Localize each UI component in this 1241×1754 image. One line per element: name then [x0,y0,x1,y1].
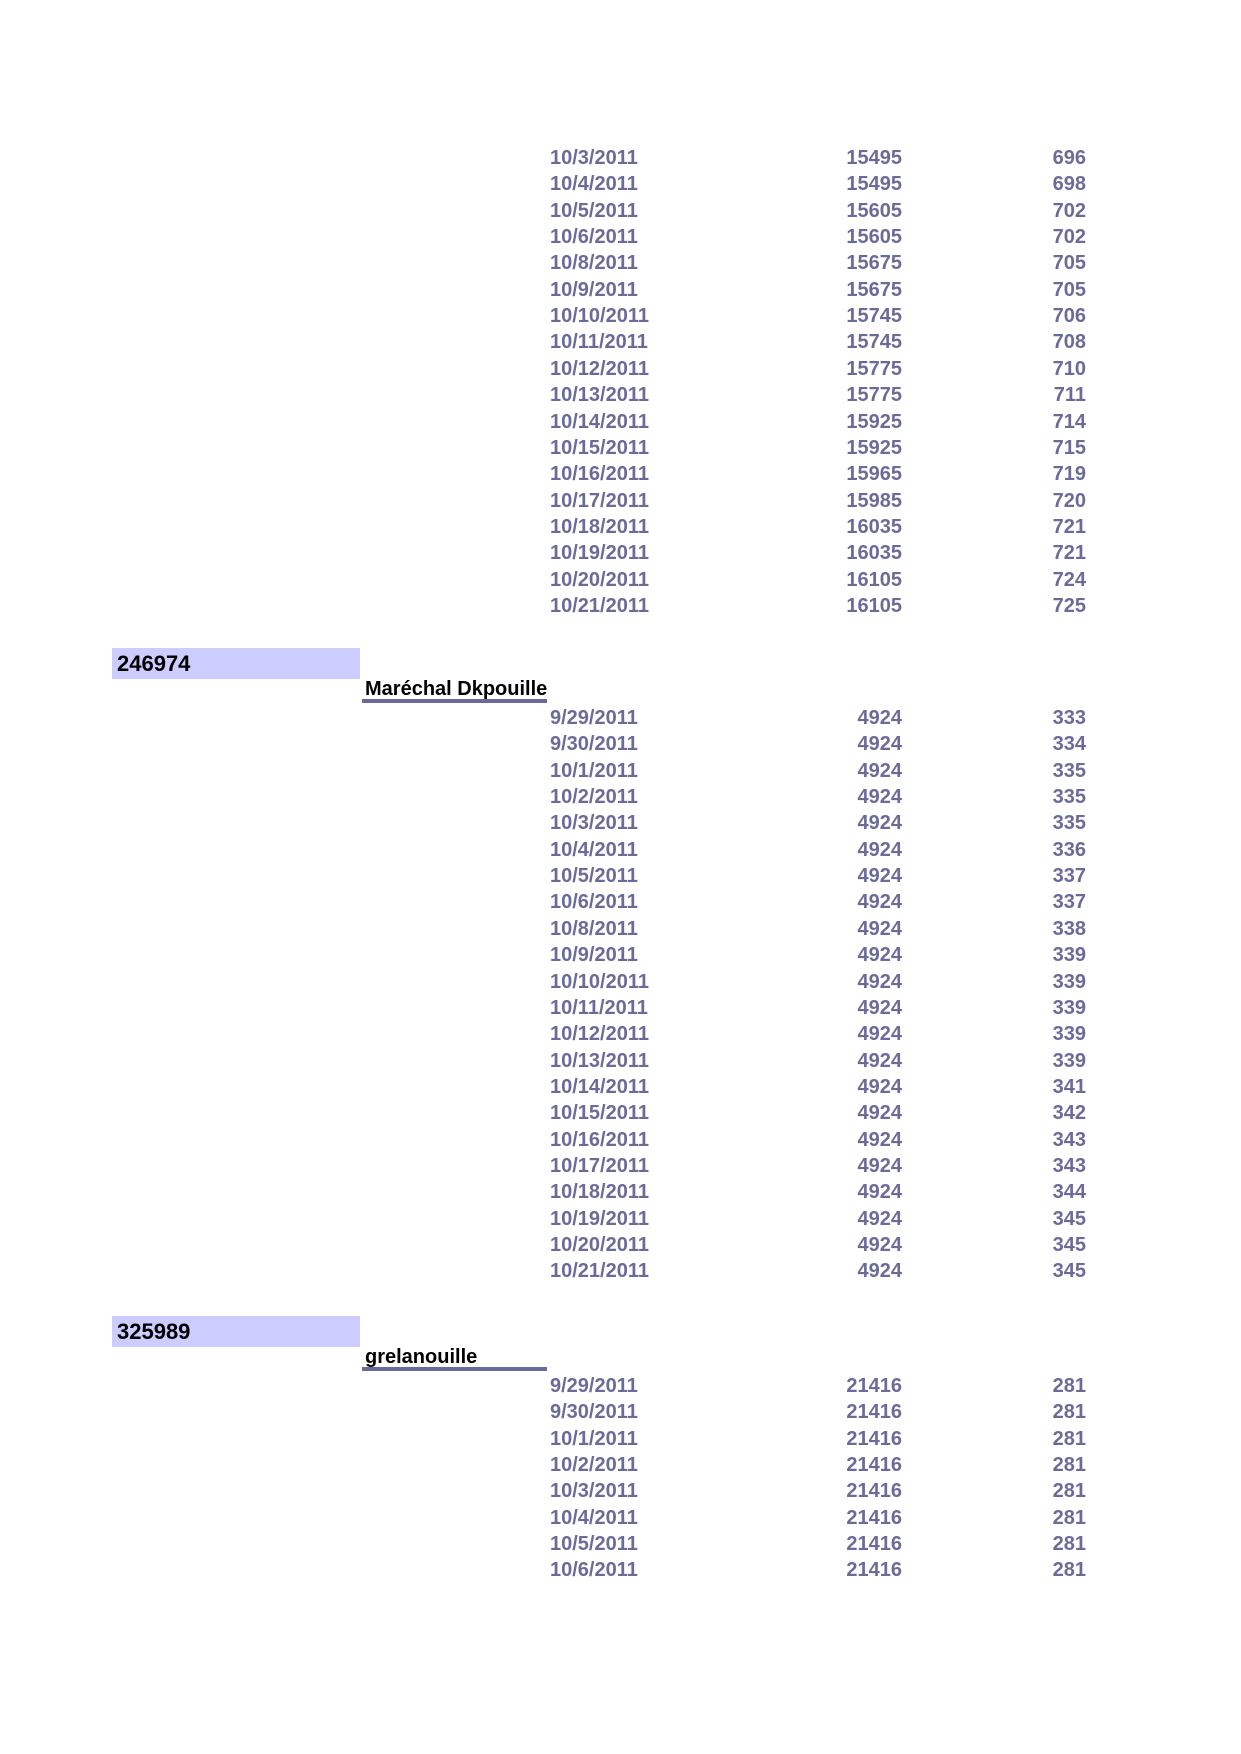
count-cell: 706 [1052,305,1086,328]
value-cell: 15775 [846,384,902,407]
value-cell: 15775 [846,357,902,380]
count-cell: 281 [1052,1533,1086,1556]
date-cell: 9/30/2011 [550,733,638,756]
date-cell: 10/1/2011 [550,759,638,782]
count-cell: 338 [1052,917,1086,940]
date-cell: 10/5/2011 [550,1533,638,1556]
table-row [0,250,1241,276]
table-row [0,916,1241,942]
count-cell: 343 [1052,1154,1086,1177]
count-cell: 333 [1052,707,1086,729]
table-row [0,810,1241,836]
count-cell: 337 [1052,865,1086,888]
value-cell: 21416 [846,1480,902,1503]
value-cell: 16105 [846,594,902,617]
group-name-cell: Maréchal Dkpouille [362,677,547,703]
count-cell: 342 [1052,1102,1086,1125]
date-cell: 10/6/2011 [550,891,638,914]
date-cell: 10/12/2011 [550,1023,649,1046]
date-cell: 10/20/2011 [550,1234,649,1256]
table-row [0,567,1241,593]
value-cell: 4924 [857,812,902,835]
count-cell: 705 [1052,278,1086,301]
count-cell: 345 [1052,1234,1086,1256]
table-row [0,1557,1241,1583]
table-row [0,1074,1241,1100]
value-cell: 15495 [846,147,902,169]
value-cell: 15965 [846,463,902,486]
table-row [0,705,1241,731]
table-row [0,969,1241,995]
count-cell: 339 [1052,1023,1086,1046]
date-cell: 10/12/2011 [550,357,649,380]
count-cell: 336 [1052,838,1086,861]
table-row [0,1100,1241,1126]
value-cell: 4924 [857,1207,902,1230]
date-cell: 10/10/2011 [550,970,649,993]
count-cell: 339 [1052,1049,1086,1072]
date-cell: 9/29/2011 [550,707,638,729]
count-cell: 702 [1052,199,1086,222]
value-cell: 21416 [846,1559,902,1582]
date-cell: 10/3/2011 [550,1480,638,1503]
table-row [0,1452,1241,1478]
table-row [0,1373,1241,1399]
table-row [0,277,1241,303]
count-cell: 281 [1052,1427,1086,1450]
count-cell: 339 [1052,970,1086,993]
table-row [0,863,1241,889]
date-cell: 10/14/2011 [550,410,649,433]
date-cell: 10/16/2011 [550,463,649,486]
date-cell: 10/15/2011 [550,1102,649,1125]
table-row [0,1206,1241,1232]
table-row [0,329,1241,355]
date-cell: 10/2/2011 [550,1454,638,1477]
date-cell: 10/17/2011 [550,489,649,512]
value-cell: 15495 [846,173,902,196]
value-cell: 4924 [857,1049,902,1072]
table-row [0,435,1241,461]
value-cell: 4924 [857,1154,902,1177]
date-cell: 10/17/2011 [550,1154,649,1177]
count-cell: 705 [1052,252,1086,275]
value-cell: 15605 [846,226,902,249]
count-cell: 714 [1052,410,1086,433]
date-cell: 10/14/2011 [550,1075,649,1098]
value-cell: 4924 [857,970,902,993]
date-cell: 10/13/2011 [550,1049,649,1072]
value-cell: 15985 [846,489,902,512]
table-row [0,995,1241,1021]
table-row [0,488,1241,514]
group-name-cell: grelanouille [362,1345,547,1371]
value-cell: 4924 [857,1234,902,1256]
date-cell: 10/19/2011 [550,542,649,565]
date-cell: 10/3/2011 [550,812,638,835]
table-row [0,1505,1241,1531]
count-cell: 345 [1052,1207,1086,1230]
group-id-cell: 246974 [112,648,360,679]
count-cell: 281 [1052,1401,1086,1424]
table-row [0,731,1241,757]
value-cell: 4924 [857,917,902,940]
value-cell: 4924 [857,838,902,861]
date-cell: 10/2/2011 [550,786,638,809]
date-cell: 10/15/2011 [550,436,649,459]
value-cell: 16105 [846,568,902,591]
date-cell: 10/10/2011 [550,305,649,328]
table-row [0,942,1241,968]
date-cell: 10/5/2011 [550,199,638,222]
value-cell: 4924 [857,865,902,888]
count-cell: 343 [1052,1128,1086,1151]
value-cell: 4924 [857,996,902,1019]
count-cell: 710 [1052,357,1086,380]
value-cell: 4924 [857,733,902,756]
value-cell: 15745 [846,331,902,354]
value-cell: 21416 [846,1506,902,1529]
value-cell: 4924 [857,786,902,809]
table-row [0,1232,1241,1258]
count-cell: 715 [1052,436,1086,459]
table-row [0,758,1241,784]
value-cell: 15925 [846,410,902,433]
table-row [0,1021,1241,1047]
count-cell: 724 [1052,568,1086,591]
date-cell: 10/9/2011 [550,944,638,967]
value-cell: 15675 [846,278,902,301]
value-cell: 4924 [857,1023,902,1046]
table-row [0,540,1241,566]
date-cell: 10/4/2011 [550,1506,638,1529]
value-cell: 4924 [857,1260,902,1283]
value-cell: 4924 [857,1102,902,1125]
table-row [0,889,1241,915]
count-cell: 702 [1052,226,1086,249]
date-cell: 10/8/2011 [550,917,638,940]
date-cell: 10/4/2011 [550,838,638,861]
count-cell: 721 [1052,515,1086,538]
value-cell: 21416 [846,1375,902,1397]
value-cell: 4924 [857,1181,902,1204]
count-cell: 335 [1052,812,1086,835]
table-row [0,1153,1241,1179]
table-row [0,784,1241,810]
table-row [0,1426,1241,1452]
count-cell: 281 [1052,1480,1086,1503]
count-cell: 334 [1052,733,1086,756]
date-cell: 10/21/2011 [550,1260,649,1283]
table-row [0,409,1241,435]
date-cell: 10/6/2011 [550,1559,638,1582]
value-cell: 21416 [846,1454,902,1477]
value-cell: 4924 [857,944,902,967]
value-cell: 16035 [846,515,902,538]
value-cell: 21416 [846,1401,902,1424]
table-row [0,171,1241,197]
date-cell: 10/18/2011 [550,515,649,538]
value-cell: 4924 [857,1075,902,1098]
value-cell: 15675 [846,252,902,275]
table-row [0,145,1241,171]
date-cell: 10/21/2011 [550,594,649,617]
count-cell: 281 [1052,1375,1086,1397]
count-cell: 711 [1053,384,1086,407]
table-row [0,356,1241,382]
table-row [0,1258,1241,1284]
table-row [0,837,1241,863]
date-cell: 10/4/2011 [550,173,638,196]
date-cell: 10/8/2011 [550,252,638,275]
count-cell: 339 [1052,996,1086,1019]
value-cell: 4924 [857,1128,902,1151]
count-cell: 698 [1052,173,1086,196]
date-cell: 10/18/2011 [550,1181,649,1204]
value-cell: 15745 [846,305,902,328]
date-cell: 10/6/2011 [550,226,638,249]
value-cell: 21416 [846,1533,902,1556]
value-cell: 21416 [846,1427,902,1450]
date-cell: 10/16/2011 [550,1128,649,1151]
date-cell: 10/5/2011 [550,865,638,888]
table-row [0,303,1241,329]
date-cell: 10/20/2011 [550,568,649,591]
table-row [0,1179,1241,1205]
table-row [0,593,1241,619]
count-cell: 335 [1052,786,1086,809]
table-row [0,1531,1241,1557]
value-cell: 4924 [857,759,902,782]
date-cell: 10/11/2011 [550,996,648,1019]
date-cell: 10/19/2011 [550,1207,649,1230]
table-row [0,198,1241,224]
count-cell: 708 [1052,331,1086,354]
count-cell: 719 [1052,463,1086,486]
count-cell: 335 [1052,759,1086,782]
date-cell: 10/1/2011 [550,1427,638,1450]
count-cell: 337 [1052,891,1086,914]
count-cell: 281 [1052,1506,1086,1529]
date-cell: 9/30/2011 [550,1401,638,1424]
count-cell: 281 [1052,1454,1086,1477]
table-row [0,224,1241,250]
table-row [0,461,1241,487]
date-cell: 10/13/2011 [550,384,649,407]
date-cell: 10/3/2011 [550,147,638,169]
group-id-cell: 325989 [112,1316,360,1347]
count-cell: 345 [1052,1260,1086,1283]
table-row [0,1399,1241,1425]
count-cell: 281 [1052,1559,1086,1582]
count-cell: 341 [1052,1075,1086,1098]
value-cell: 16035 [846,542,902,565]
count-cell: 696 [1052,147,1086,169]
count-cell: 725 [1052,594,1086,617]
table-row [0,1127,1241,1153]
value-cell: 4924 [857,707,902,729]
date-cell: 10/9/2011 [550,278,638,301]
count-cell: 720 [1052,489,1086,512]
table-row [0,1478,1241,1504]
count-cell: 721 [1052,542,1086,565]
date-cell: 9/29/2011 [550,1375,638,1397]
count-cell: 344 [1052,1181,1086,1204]
date-cell: 10/11/2011 [550,331,648,354]
table-row [0,382,1241,408]
value-cell: 15605 [846,199,902,222]
table-row [0,514,1241,540]
value-cell: 4924 [857,891,902,914]
table-row [0,1048,1241,1074]
value-cell: 15925 [846,436,902,459]
count-cell: 339 [1052,944,1086,967]
